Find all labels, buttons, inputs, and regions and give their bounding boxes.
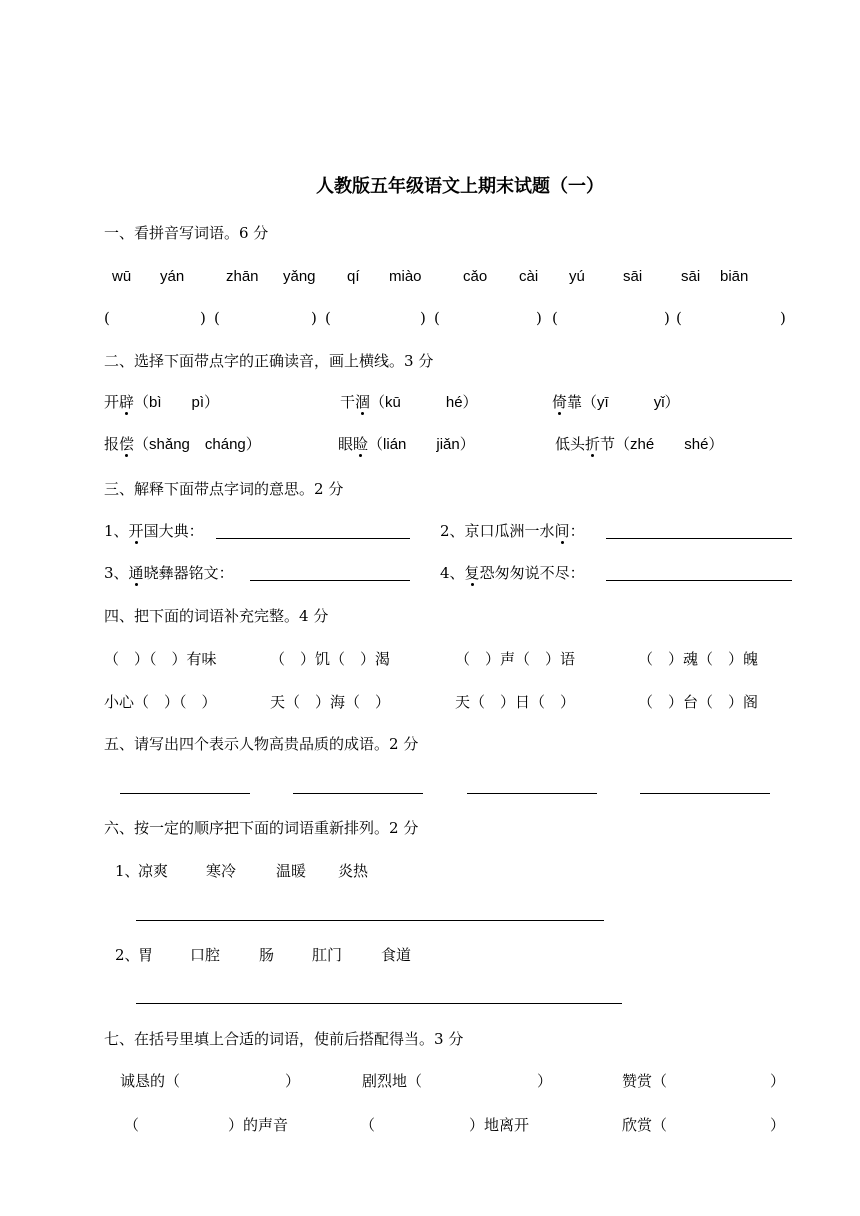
reading-options: （bì pì） xyxy=(134,394,220,411)
open-paren: ( xyxy=(434,309,440,327)
close-paren: ) xyxy=(664,309,670,327)
open-paren: ( xyxy=(676,309,682,327)
pinyin: yán xyxy=(160,268,185,285)
answer-line[interactable] xyxy=(120,793,250,794)
close-paren: ) xyxy=(780,309,786,327)
word-part: 节 xyxy=(600,435,616,453)
close-paren: ) xyxy=(420,309,426,327)
explain-item xyxy=(104,563,234,583)
idiom-fill: （ ）声（ ）语 xyxy=(455,650,576,668)
item-number: 4、 xyxy=(440,564,465,582)
item-number: 1、 xyxy=(115,862,140,880)
section-1-heading: 一、看拼音写词语。6 分 xyxy=(104,224,269,242)
pinyin: yǎng xyxy=(283,268,316,285)
answer-line[interactable] xyxy=(640,793,770,794)
open-paren: ( xyxy=(214,309,220,327)
word-part: 靠 xyxy=(567,393,583,411)
open-paren: ( xyxy=(104,309,110,327)
page-title: 人教版五年级语文上期末试题（一） xyxy=(316,176,604,197)
explain-item xyxy=(104,521,204,541)
word-part: 开 xyxy=(104,393,120,411)
pinyin: qí xyxy=(347,268,360,285)
idiom-fill: 天（ ）海（ ） xyxy=(270,693,391,711)
dotted-char: 倚 xyxy=(552,393,568,411)
item-text: ： xyxy=(569,522,585,540)
word-part: 报 xyxy=(104,435,120,453)
item-number: 3、 xyxy=(104,564,129,582)
open-paren: ( xyxy=(325,309,331,327)
dotted-char: 复 xyxy=(464,564,480,582)
idiom-fill: （ ）魂（ ）魄 xyxy=(638,650,759,668)
idiom-fill: （ ）（ ）有味 xyxy=(104,650,217,668)
answer-line[interactable] xyxy=(216,538,410,539)
item-text: 恐匆匆说不尽： xyxy=(479,564,585,582)
pinyin: cǎo xyxy=(463,268,488,285)
pinyin: zhān xyxy=(226,268,259,285)
explain-item xyxy=(440,563,585,583)
section-3-heading: 三、解释下面带点字词的意思。2 分 xyxy=(104,480,344,498)
word-part: 眼 xyxy=(338,435,354,453)
answer-line[interactable] xyxy=(606,538,792,539)
reading-options: （kū hé） xyxy=(370,394,478,411)
open-paren: ( xyxy=(552,309,558,327)
pinyin: cài xyxy=(519,268,539,285)
answer-line[interactable] xyxy=(467,793,597,794)
section-2-heading: 二、选择下面带点字的正确读音，画上横线。3 分 xyxy=(104,352,434,370)
order-word: 胃 xyxy=(138,946,154,964)
answer-line[interactable] xyxy=(136,920,604,921)
reading-item xyxy=(340,392,478,413)
item-number: 2、 xyxy=(115,946,140,964)
word-part: 干 xyxy=(340,393,356,411)
dotted-char: 睑 xyxy=(353,435,369,453)
pinyin: sāi xyxy=(681,268,701,285)
dotted-char: 通 xyxy=(128,564,144,582)
collocation-end: ） xyxy=(770,1116,786,1134)
collocation-end: ） xyxy=(770,1072,786,1090)
order-word: 炎热 xyxy=(338,862,369,880)
answer-line[interactable] xyxy=(606,580,792,581)
pinyin: wū xyxy=(112,268,132,285)
item-text: 2、京口瓜洲一水 xyxy=(440,522,555,540)
close-paren: ) xyxy=(536,309,542,327)
reading-item xyxy=(555,434,723,455)
section-4-heading: 四、把下面的词语补充完整。4 分 xyxy=(104,607,329,625)
dotted-char: 开 xyxy=(128,522,144,540)
reading-options: （zhé shé） xyxy=(615,436,724,453)
item-number: 1、 xyxy=(104,522,129,540)
dotted-char: 辟 xyxy=(119,393,135,411)
order-word: 食道 xyxy=(381,946,412,964)
item-text: 国大典： xyxy=(143,522,204,540)
idiom-fill: 天（ ）日（ ） xyxy=(455,693,576,711)
reading-options: （yī yǐ） xyxy=(582,394,680,411)
section-5-heading: 五、请写出四个表示人物高贵品质的成语。2 分 xyxy=(104,735,419,753)
answer-line[interactable] xyxy=(250,580,410,581)
order-word: 凉爽 xyxy=(138,862,169,880)
close-paren: ) xyxy=(200,309,206,327)
explain-item xyxy=(440,521,585,541)
collocation-start: （ xyxy=(124,1116,140,1134)
reading-item xyxy=(338,434,475,455)
pinyin: yú xyxy=(569,268,585,285)
item-text: 晓彝器铭文： xyxy=(143,564,234,582)
order-word: 肛门 xyxy=(312,946,343,964)
close-paren: ) xyxy=(311,309,317,327)
reading-item xyxy=(104,392,219,413)
dotted-char: 偿 xyxy=(119,435,135,453)
idiom-fill: （ ）饥（ ）渴 xyxy=(270,650,391,668)
dotted-char: 涸 xyxy=(355,393,371,411)
reading-options: （lián jiǎn） xyxy=(368,436,475,453)
idiom-fill: 小心（ ）（ ） xyxy=(104,693,217,711)
collocation-end: ） xyxy=(537,1072,553,1090)
order-word: 寒冷 xyxy=(206,862,237,880)
pinyin: biān xyxy=(720,268,749,285)
idiom-fill: （ ）台（ ）阁 xyxy=(638,693,759,711)
answer-line[interactable] xyxy=(293,793,423,794)
section-7-heading: 七、在括号里填上合适的词语，使前后搭配得当。3 分 xyxy=(104,1030,464,1048)
reading-item xyxy=(104,434,261,455)
dotted-char: 折 xyxy=(585,435,601,453)
order-word: 温暖 xyxy=(276,862,307,880)
word-part: 低头 xyxy=(555,435,586,453)
pinyin: miào xyxy=(389,268,422,285)
order-word: 肠 xyxy=(259,946,275,964)
order-word: 口腔 xyxy=(190,946,221,964)
collocation-start: （ xyxy=(360,1116,376,1134)
collocation-end: ）的声音 xyxy=(228,1116,289,1134)
reading-item xyxy=(552,392,680,413)
collocation-start: 诚恳的（ xyxy=(120,1072,181,1090)
collocation-start: 剧烈地（ xyxy=(362,1072,423,1090)
collocation-start: 赞赏（ xyxy=(622,1072,668,1090)
answer-line[interactable] xyxy=(136,1003,622,1004)
collocation-end: ）地离开 xyxy=(469,1116,530,1134)
pinyin: sāi xyxy=(623,268,643,285)
dotted-char: 间 xyxy=(554,522,570,540)
reading-options: （shǎng cháng） xyxy=(134,436,261,453)
collocation-end: ） xyxy=(285,1072,301,1090)
section-6-heading: 六、按一定的顺序把下面的词语重新排列。2 分 xyxy=(104,819,419,837)
collocation-start: 欣赏（ xyxy=(622,1116,668,1134)
